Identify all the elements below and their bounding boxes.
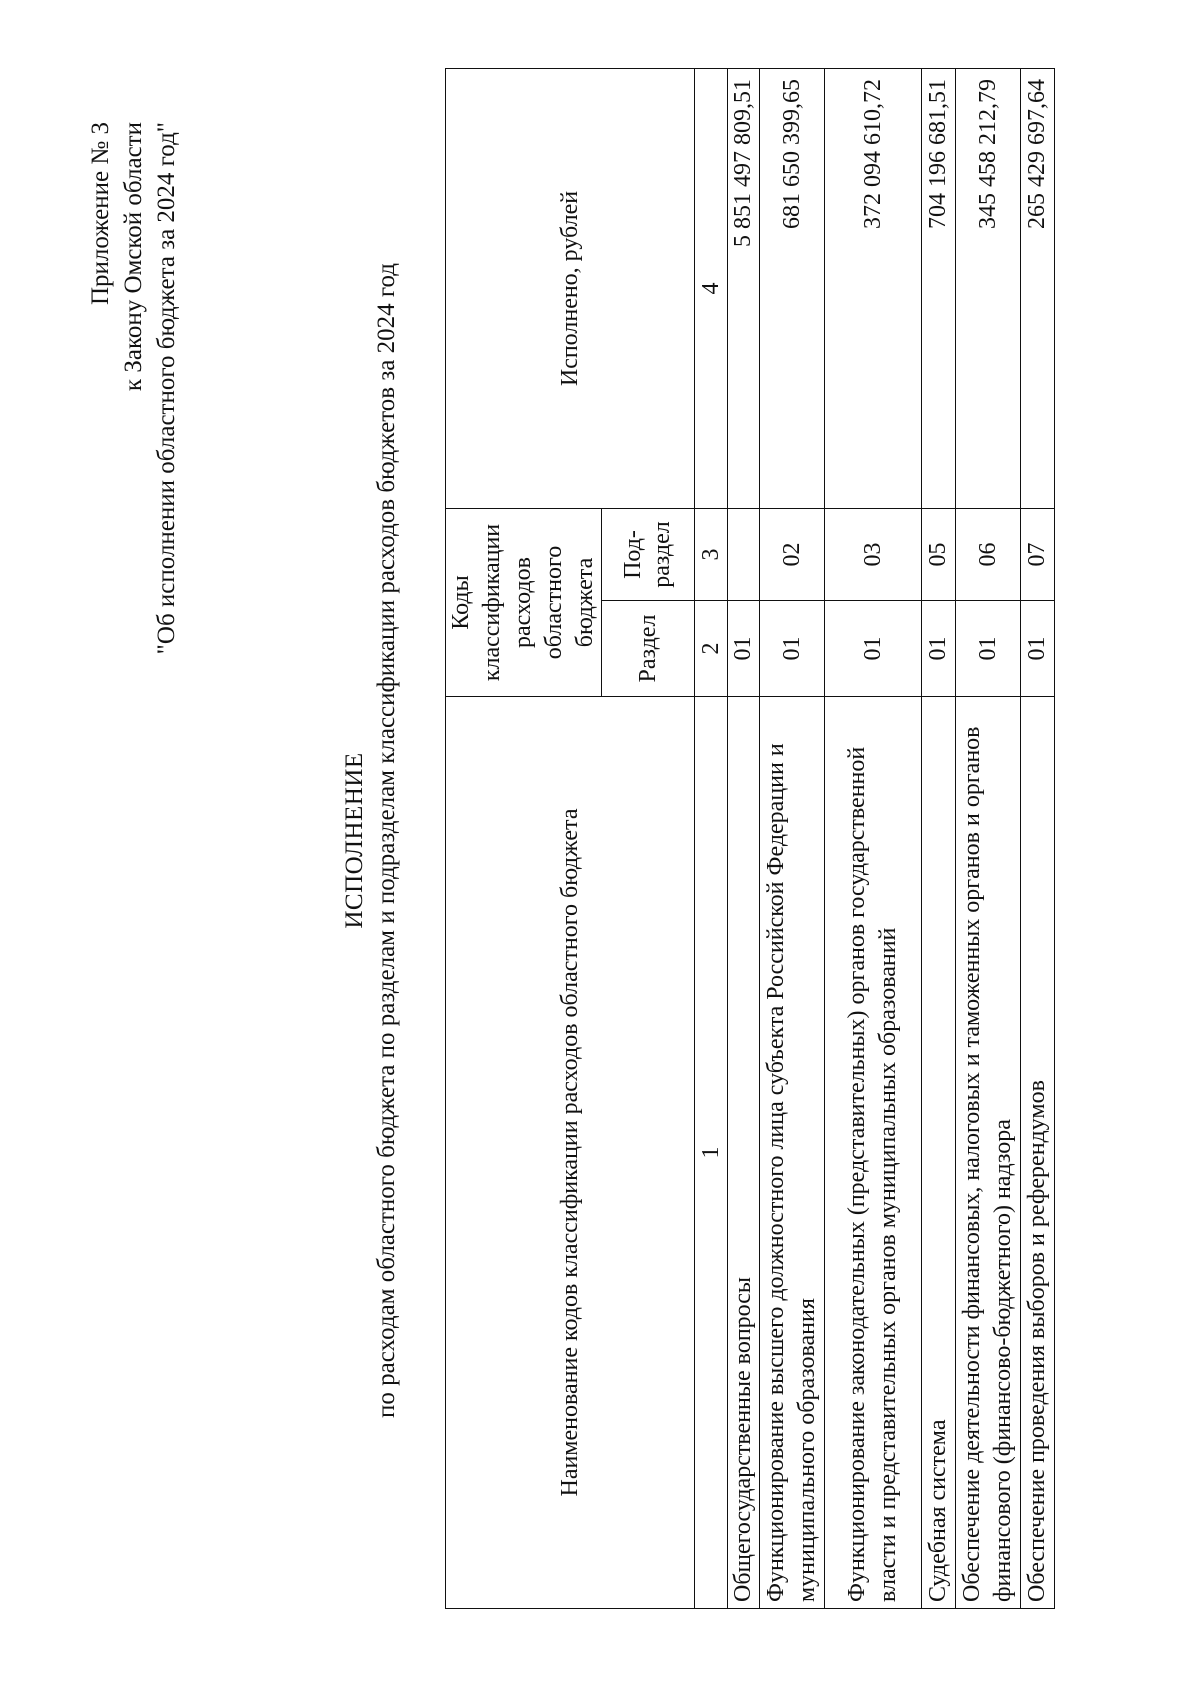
column-number: 1 — [695, 697, 728, 1609]
row-podrazdel — [728, 509, 760, 601]
budget-table — [445, 68, 1055, 1609]
table-row — [922, 69, 956, 1609]
row-amount: 704 196 681,51 — [922, 69, 956, 509]
row-amount: 681 650 399,65 — [760, 69, 825, 509]
row-amount: 5 851 497 809,51 — [728, 69, 760, 509]
row-razdel: 01 — [1021, 601, 1055, 697]
column-number: 3 — [695, 509, 728, 601]
row-podrazdel: 02 — [760, 509, 825, 601]
row-podrazdel: 03 — [825, 509, 922, 601]
column-number-row — [695, 69, 728, 1609]
row-name: Обеспечение деятельности финансовых, налоговых и таможенных органов и органов финансового (финансово-бюджетного) надзора — [956, 697, 1021, 1609]
document-title: ИСПОЛНЕНИЕ — [341, 752, 368, 929]
header-row — [446, 69, 602, 1609]
appendix-law-title: "Об исполнении областного бюджета за 2024 год" — [153, 122, 180, 655]
column-number: 2 — [695, 601, 728, 697]
row-podrazdel: 06 — [956, 509, 1021, 601]
row-podrazdel: 05 — [922, 509, 956, 601]
row-razdel: 01 — [922, 601, 956, 697]
header-razdel: Раздел — [602, 601, 695, 697]
row-name: Общегосударственные вопросы — [728, 697, 760, 1609]
row-name: Функционирование законодательных (представительных) органов государственной власти и представительных органов муниципальных образований — [825, 697, 922, 1609]
row-razdel: 01 — [728, 601, 760, 697]
table-row — [825, 69, 922, 1609]
header-name: Наименование кодов классификации расходов областного бюджета — [446, 697, 695, 1609]
header-codes: Коды классификации расходов областного бюджета — [446, 509, 602, 697]
table-row — [728, 69, 760, 1609]
table-row — [956, 69, 1021, 1609]
row-amount: 265 429 697,64 — [1021, 69, 1055, 509]
header-amount: Исполнено, рублей — [446, 69, 695, 509]
appendix-number: Приложение № 3 — [87, 122, 114, 306]
column-number: 4 — [695, 69, 728, 509]
row-name: Судебная система — [922, 697, 956, 1609]
appendix-header — [84, 122, 183, 654]
row-name: Функционирование высшего должностного лица субъекта Российской Федерации и муниципального образования — [760, 697, 825, 1609]
appendix-law-reference: к Закону Омской области — [120, 122, 147, 392]
header-podrazdel: Под-раздел — [602, 509, 695, 601]
row-name: Обеспечение проведения выборов и референдумов — [1021, 697, 1055, 1609]
row-podrazdel: 07 — [1021, 509, 1055, 601]
row-amount: 345 458 212,79 — [956, 69, 1021, 509]
document-subtitle: по расходам областного бюджета по разделам и подразделам классификации расходов бюджетов за 2024 год — [373, 263, 400, 1418]
row-razdel: 01 — [956, 601, 1021, 697]
row-amount: 372 094 610,72 — [825, 69, 922, 509]
row-razdel: 01 — [760, 601, 825, 697]
table-row — [1021, 69, 1055, 1609]
table-row — [760, 69, 825, 1609]
row-razdel: 01 — [825, 601, 922, 697]
